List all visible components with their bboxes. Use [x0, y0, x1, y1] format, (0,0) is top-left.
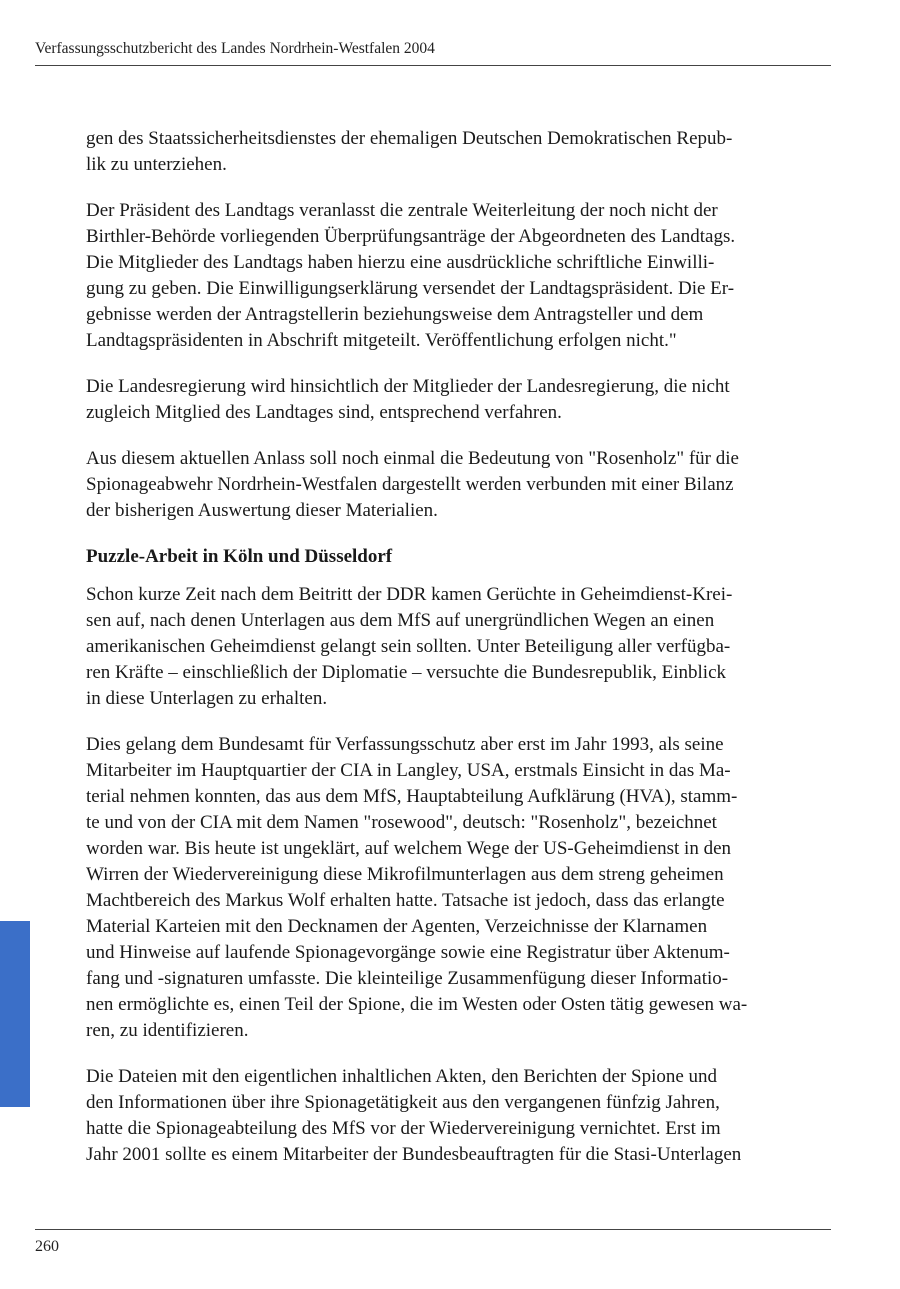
- paragraph-4: Aus diesem aktuellen Anlass soll noch einmal die Bedeutung von "Rosenholz" für die Spionageabwehr Nordrhein-Westfalen dargestellt werden verbunden mit einer Bilanz der bisherigen Auswertung dieser Materialien.: [86, 448, 739, 521]
- section-heading: Puzzle-Arbeit in Köln und Düsseldorf: [86, 546, 393, 567]
- paragraph-1: gen des Staatssicherheitsdienstes der ehemaligen Deutschen Demokratischen Repub- lik zu unterziehen.: [86, 128, 733, 175]
- header-divider: [35, 65, 831, 66]
- chapter-side-marker: [0, 921, 30, 1107]
- page-number: 260: [35, 1238, 59, 1255]
- paragraph-3: Die Landesregierung wird hinsichtlich der Mitglieder der Landesregierung, die nicht zugleich Mitglied des Landtages sind, entsprechend verfahren.: [86, 376, 730, 423]
- page-body: [86, 126, 830, 1188]
- paragraph-7: Die Dateien mit den eigentlichen inhaltlichen Akten, den Berichten der Spione und den Informationen über ihre Spionagetätigkeit aus den vergangenen fünfzig Jahren, hatte die Spionageabteilung des MfS vor der Wiedervereinigung vernichtet. Erst im Jahr 2001 sollte es einem Mitarbeiter der Bundesbeauftragten für die Stasi-Unterlagen: [86, 1066, 742, 1165]
- paragraph-5: Schon kurze Zeit nach dem Beitritt der DDR kamen Gerüchte in Geheimdienst-Krei- sen auf, nach denen Unterlagen aus dem MfS auf unergründlichen Wegen an einen amerikanischen Geheimdienst gelangt sein sollten. Unter Beteiligung aller verfügba- ren Kräfte – einschließlich der Diplomatie – versuchte die Bundesrepublik, Einblick in diese Unterlagen zu erhalten.: [86, 584, 733, 709]
- footer-divider: [35, 1229, 831, 1230]
- paragraph-2: Der Präsident des Landtags veranlasst die zentrale Weiterleitung der noch nicht der Birthler-Behörde vorliegenden Überprüfungsanträge der Abgeordneten des Landtags. Die Mitglieder des Landtags haben hierzu eine ausdrückliche schriftliche Einwilli- gung zu geben. Die Einwilligungserklärung versendet der Landtagspräsident. Die Er- gebnisse werden der Antragstellerin beziehungsweise dem Antragsteller und dem Landtagspräsidenten in Abschrift mitgeteilt. Veröffentlichung erfolgen nicht.": [86, 200, 736, 351]
- running-header: Verfassungsschutzbericht des Landes Nordrhein-Westfalen 2004: [35, 40, 435, 57]
- paragraph-6: Dies gelang dem Bundesamt für Verfassungsschutz aber erst im Jahr 1993, als seine Mitarbeiter im Hauptquartier der CIA in Langley, USA, erstmals Einsicht in das Ma- terial nehmen konnten, das aus dem MfS, Hauptabteilung Aufklärung (HVA), stamm- te und von der CIA mit dem Namen "rosewood", deutsch: "Rosenholz", bezeichnet worden war. Bis heute ist ungeklärt, auf welchem Wege der US-Geheimdienst in den Wirren der Wiedervereinigung diese Mikrofilmunterlagen aus dem streng geheimen Machtbereich des Markus Wolf erhalten hatte. Tatsache ist jedoch, dass das erlangte Material Karteien mit den Decknamen der Agenten, Verzeichnisse der Klarnamen und Hinweise auf laufende Spionagevorgänge sowie eine Registratur über Aktenum- fang und -signaturen umfasste. Die kleinteilige Zusammenfügung dieser Informatio- nen ermöglichte es, einen Teil der Spione, die im Westen oder Osten tätig gewesen wa- ren, zu identifizieren.: [86, 734, 748, 1041]
